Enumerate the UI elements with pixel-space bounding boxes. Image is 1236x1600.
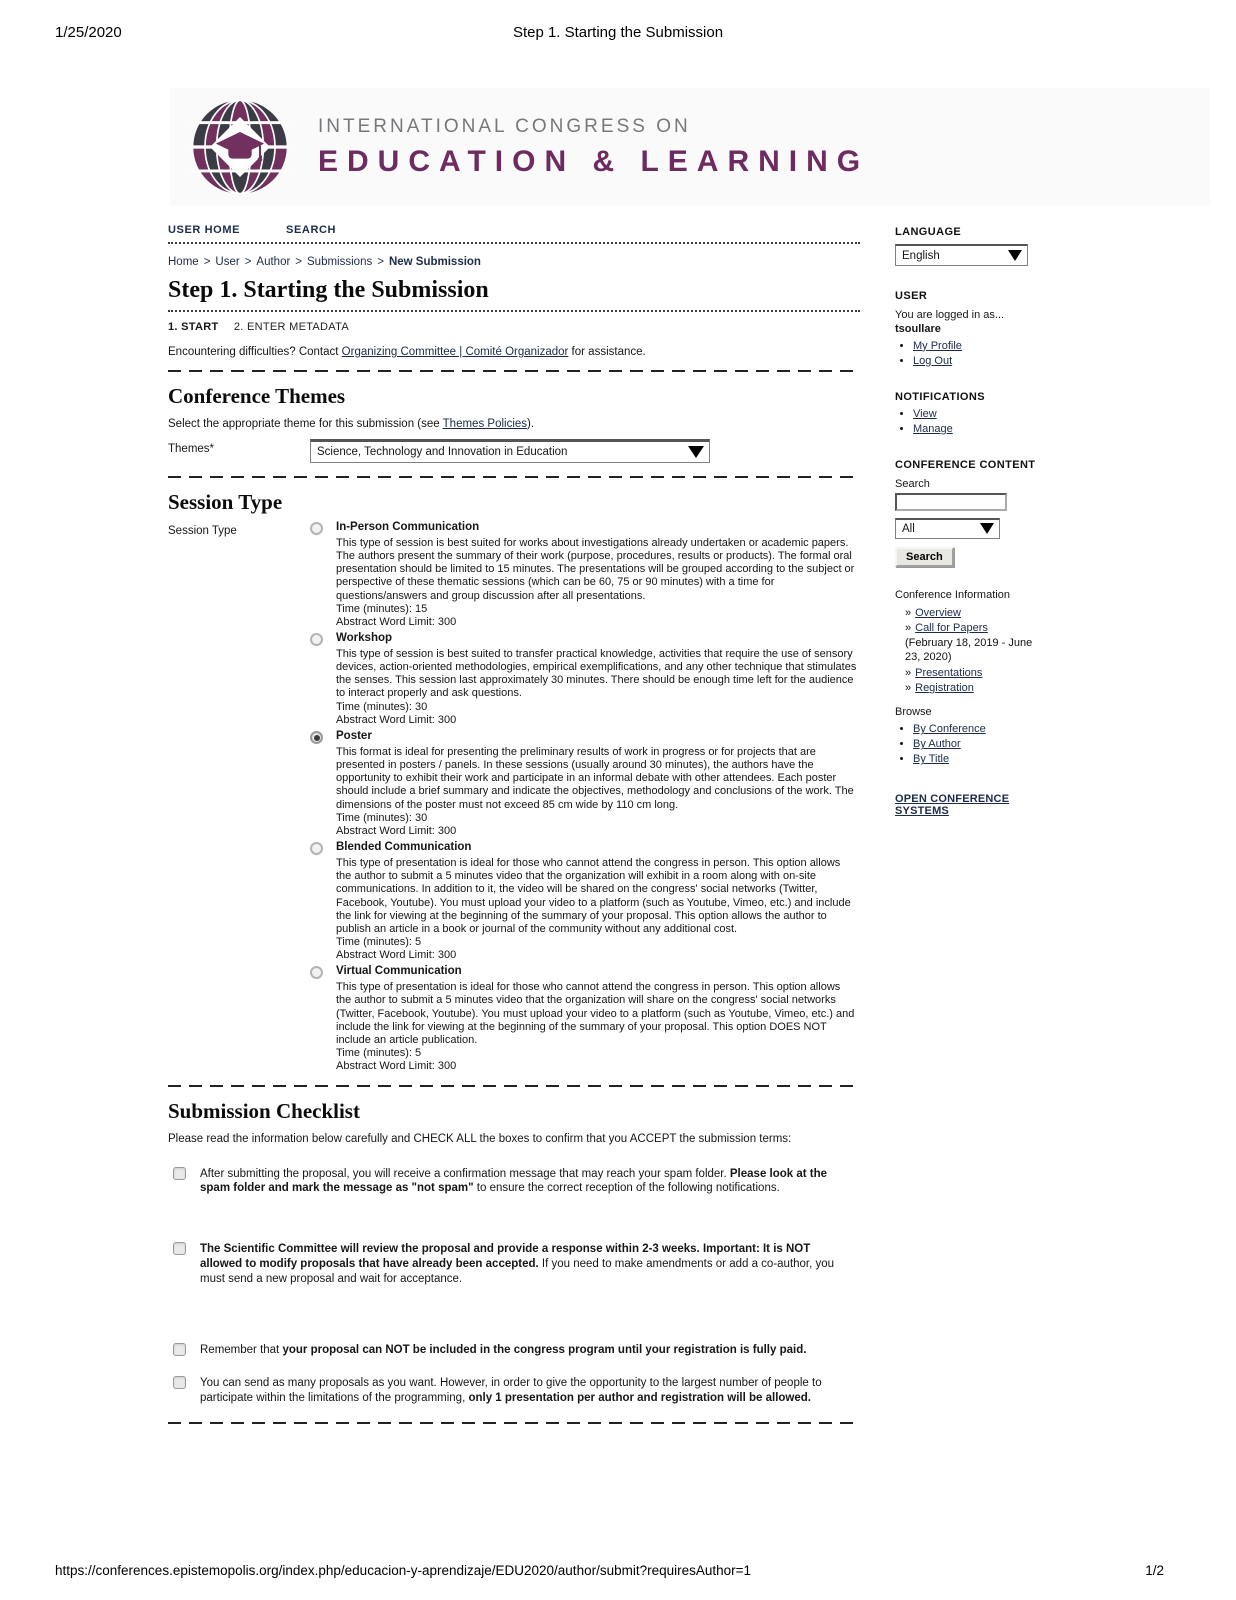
section-title-submission-checklist: Submission Checklist	[168, 1098, 360, 1123]
session-option-poster	[310, 730, 858, 838]
radio-button[interactable]	[310, 633, 323, 646]
breadcrumb-current: New Submission	[388, 256, 481, 268]
sidebar	[895, 226, 1047, 817]
session-option-limit: Abstract Word Limit: 300	[336, 1060, 457, 1073]
sidebar-heading-language: LANGUAGE	[895, 226, 962, 238]
themes-policies-link[interactable]: Themes Policies	[442, 418, 528, 430]
checklist-text-pre: You can send as many proposals as you want. However, in order to give the opportunity to the largest number of people to participate within the limitations of the programming,	[200, 1377, 822, 1405]
session-option-virtual	[310, 965, 858, 1073]
checklist-text-bold: The Scientific Committee will review the proposal and provide a response within 2-3 weeks. Important: It is NOT allowed to modify proposals that have already been accepted.	[200, 1243, 811, 1271]
top-nav	[168, 224, 860, 236]
nav-search[interactable]: SEARCH	[286, 224, 337, 236]
session-type-row	[168, 521, 860, 1077]
checklist-text-bold: Please look at the spam folder and mark the message as "not spam"	[200, 1167, 828, 1195]
globe-graduation-logo-icon	[190, 97, 290, 197]
print-header-title: Step 1. Starting the Submission	[512, 24, 724, 41]
browse-by-conference-link[interactable]: By Conference	[913, 723, 986, 736]
checklist-item	[168, 1343, 860, 1358]
session-option-blended	[310, 841, 858, 962]
browse-by-title-link[interactable]: By Title	[913, 753, 950, 766]
checklist-item-text	[200, 1376, 848, 1406]
session-option-time: Time (minutes): 15	[336, 602, 428, 615]
call-for-papers-link[interactable]: Call for Papers	[915, 621, 988, 634]
divider-dashed	[168, 476, 860, 478]
main-content	[168, 224, 860, 1424]
double-arrow-bullet-icon: »	[905, 606, 912, 619]
logo-banner	[170, 88, 1210, 206]
divider-dotted	[168, 242, 860, 244]
conference-information-heading: Conference Information	[895, 588, 1010, 601]
session-option-name: Poster	[336, 730, 372, 743]
help-post: for assistance.	[568, 346, 646, 358]
checklist-item-text	[200, 1343, 848, 1358]
breadcrumb-separator: >	[295, 256, 303, 268]
username: tsoullare	[895, 322, 941, 335]
checklist-text-post: to ensure the correct reception of the following notifications.	[473, 1182, 780, 1195]
breadcrumb-link-author[interactable]: Author	[256, 256, 291, 268]
sidebar-heading-conference-content: CONFERENCE CONTENT	[895, 458, 1036, 471]
search-input[interactable]	[895, 493, 1007, 511]
themes-select[interactable]	[310, 439, 710, 463]
checklist-text-bold: your proposal can NOT be included in the congress program until your registration is fully paid.	[282, 1344, 807, 1357]
search-scope-value: All	[902, 522, 915, 535]
session-options	[310, 521, 858, 1077]
session-type-label: Session Type	[168, 525, 237, 537]
presentations-link[interactable]: Presentations	[915, 667, 983, 680]
browse-by-author-link[interactable]: By Author	[913, 738, 961, 751]
checklist-item	[168, 1376, 860, 1406]
language-select[interactable]	[895, 244, 1028, 266]
log-out-link[interactable]: Log Out	[913, 354, 953, 367]
breadcrumb	[168, 256, 860, 268]
themes-field-label: Themes*	[168, 443, 215, 455]
step-2-enter-metadata[interactable]: 2. ENTER METADATA	[233, 321, 349, 333]
search-scope-select[interactable]	[895, 518, 1000, 539]
checkbox[interactable]	[173, 1167, 186, 1180]
checkbox[interactable]	[173, 1242, 186, 1255]
help-line	[168, 346, 860, 358]
checklist-text-bold: only 1 presentation per author and registration will be allowed.	[468, 1392, 811, 1405]
themes-instruction-pre: Select the appropriate theme for this submission (see	[168, 418, 443, 430]
print-footer-url: https://conferences.epistemopolis.org/index.php/educacion-y-aprendizaje/EDU2020/author/submit?requiresAuthor=1	[55, 1563, 752, 1578]
divider-dashed	[168, 1085, 860, 1087]
section-title-conference-themes: Conference Themes	[168, 384, 346, 408]
checklist-instruction: Please read the information below carefully and CHECK ALL the boxes to confirm that you ACCEPT the submission terms:	[168, 1132, 792, 1145]
session-option-name: Workshop	[336, 632, 393, 645]
themes-select-value: Science, Technology and Innovation in Education	[317, 446, 568, 458]
session-option-workshop	[310, 632, 858, 727]
session-option-time: Time (minutes): 30	[336, 700, 428, 713]
checklist-item	[168, 1242, 860, 1287]
themes-instruction	[168, 418, 860, 430]
checklist-item-text	[200, 1242, 848, 1287]
call-for-papers-dates: (February 18, 2019 - June 23, 2020)	[905, 636, 1033, 664]
browse-heading: Browse	[895, 706, 932, 719]
print-footer-page-number: 1/2	[1145, 1563, 1164, 1578]
checklist-text-post: If you need to make amendments or add a co-author, you must send a new proposal and wait for acceptance.	[200, 1258, 835, 1286]
logo-text	[318, 116, 869, 179]
language-select-value: English	[902, 249, 940, 262]
session-option-limit: Abstract Word Limit: 300	[336, 824, 457, 837]
divider-dashed	[168, 1422, 860, 1424]
session-option-limit: Abstract Word Limit: 300	[336, 615, 457, 628]
divider-dashed	[168, 370, 860, 372]
logo-line1: INTERNATIONAL CONGRESS ON	[318, 115, 691, 137]
checkbox[interactable]	[173, 1343, 186, 1356]
page-title: Step 1. Starting the Submission	[168, 277, 489, 303]
radio-button[interactable]	[310, 522, 323, 535]
checklist-text-pre: After submitting the proposal, you will receive a confirmation message that may reach your spam folder.	[200, 1167, 730, 1180]
double-arrow-bullet-icon: »	[905, 621, 912, 634]
help-pre: Encountering difficulties? Contact	[168, 346, 342, 358]
checklist-item-text	[200, 1167, 848, 1197]
sidebar-heading-notifications: NOTIFICATIONS	[895, 390, 985, 403]
notifications-view-link[interactable]: View	[913, 407, 937, 420]
checklist-text-pre: Remember that	[200, 1344, 283, 1357]
session-option-name: Blended Communication	[336, 841, 472, 854]
radio-button[interactable]	[310, 966, 323, 979]
breadcrumb-link-home[interactable]: Home	[168, 256, 199, 268]
print-header-date: 1/25/2020	[55, 24, 122, 41]
search-label: Search	[895, 477, 930, 490]
logged-in-as-text: You are logged in as...	[895, 309, 1005, 321]
conference-information-links	[895, 607, 1047, 695]
radio-button[interactable]	[310, 842, 323, 855]
session-option-in-person	[310, 521, 858, 629]
double-arrow-bullet-icon: »	[905, 682, 912, 695]
registration-link[interactable]: Registration	[915, 682, 974, 695]
breadcrumb-link-submissions[interactable]: Submissions	[307, 256, 373, 268]
themes-field-row	[168, 439, 860, 463]
radio-button-selected[interactable]	[310, 731, 323, 744]
session-option-description: This type of session is best suited for works about investigations already undertaken or academic papers. The authors present the summary of their work (purpose, procedures, results or products). The formal oral presentation should be limited to 15 minutes. The presentations will be grouped according to the subject or perspective of these thematic sessions (which can be 60, 75 or 90 minutes) with a time for questions/answers and group discussion after all presentations.	[336, 536, 855, 602]
section-title-session-type: Session Type	[168, 490, 283, 514]
overview-link[interactable]: Overview	[915, 606, 961, 619]
session-option-limit: Abstract Word Limit: 300	[336, 713, 457, 726]
breadcrumb-separator: >	[377, 256, 384, 268]
session-option-name: Virtual Communication	[336, 965, 462, 978]
dropdown-arrow-icon	[980, 523, 994, 534]
double-arrow-bullet-icon: »	[905, 667, 912, 680]
themes-instruction-post: ).	[527, 418, 535, 430]
breadcrumb-separator: >	[244, 256, 252, 268]
session-option-description: This type of session is best suited to transfer practical knowledge, activities that require the use of sensory devices, action-oriented methodologies, empirical exemplifications, and any other technique that stimulates the senses. This session last approximately 30 minutes. There should be enough time left for the audience to interact properly and ask questions.	[336, 647, 857, 700]
dropdown-arrow-icon	[1008, 250, 1022, 261]
sidebar-heading-user: USER	[895, 290, 928, 302]
nav-user-home[interactable]: USER HOME	[168, 224, 241, 236]
open-conference-systems-link[interactable]: OPEN CONFERENCE SYSTEMS	[895, 793, 1010, 818]
session-option-description: This type of presentation is ideal for those who cannot attend the congress in person. This option allows the author to submit a 5 minutes video that the organization will exhibit in a room along with on-site communications. In addition to it, the video will be shared on the congress' social networks (Twitter, Facebook, Youtube). You must upload your video to a platform (such as Youtube, Vimeo, etc.) and include the link for viewing at the beginning of the summary of your proposal. This option allows the author to publish an article in a book or journal of the community without any additional cost.	[336, 856, 851, 935]
search-button[interactable]: Search	[895, 547, 954, 567]
notifications-manage-link[interactable]: Manage	[913, 422, 953, 435]
session-option-time: Time (minutes): 30	[336, 811, 428, 824]
organizing-committee-link[interactable]: Organizing Committee | Comité Organizador	[341, 346, 569, 358]
checkbox[interactable]	[173, 1376, 186, 1389]
session-option-description: This format is ideal for presenting the preliminary results of work in progress or for projects that are presented in posters / panels. In these sessions (usually around 30 minutes), the authors have the opportunity to exhibit their work and participate in an informal debate with other attendees. Each poster should include a brief summary and indicate the objectives, methodology and conclusions of the work. The dimensions of the poster must not exceed 85 cm wide by 110 cm long.	[336, 745, 854, 811]
session-option-name: In-Person Communication	[336, 521, 480, 533]
wizard-steps	[168, 321, 860, 333]
session-option-limit: Abstract Word Limit: 300	[336, 949, 457, 962]
checklist-item	[168, 1167, 860, 1197]
my-profile-link[interactable]: My Profile	[913, 339, 962, 352]
session-option-description: This type of presentation is ideal for those who cannot attend the congress in person. This option allows the author to submit a 5 minutes video that the organization will share on the congress' social networks (Twitter, Facebook, Youtube). You must upload your video to a platform (such as Youtube, Vimeo, etc.) and include the link for viewing at the beginning of the summary of your proposal. This option DOES NOT include an article publication.	[336, 981, 855, 1046]
logo-line2: EDUCATION & LEARNING	[318, 144, 870, 178]
step-1-start: 1. START	[168, 321, 219, 333]
breadcrumb-separator: >	[203, 256, 211, 268]
breadcrumb-link-user[interactable]: User	[215, 256, 240, 268]
divider-dotted	[168, 310, 860, 312]
dropdown-arrow-icon	[688, 446, 704, 458]
session-option-time: Time (minutes): 5	[336, 1047, 422, 1060]
session-option-time: Time (minutes): 5	[336, 936, 422, 949]
